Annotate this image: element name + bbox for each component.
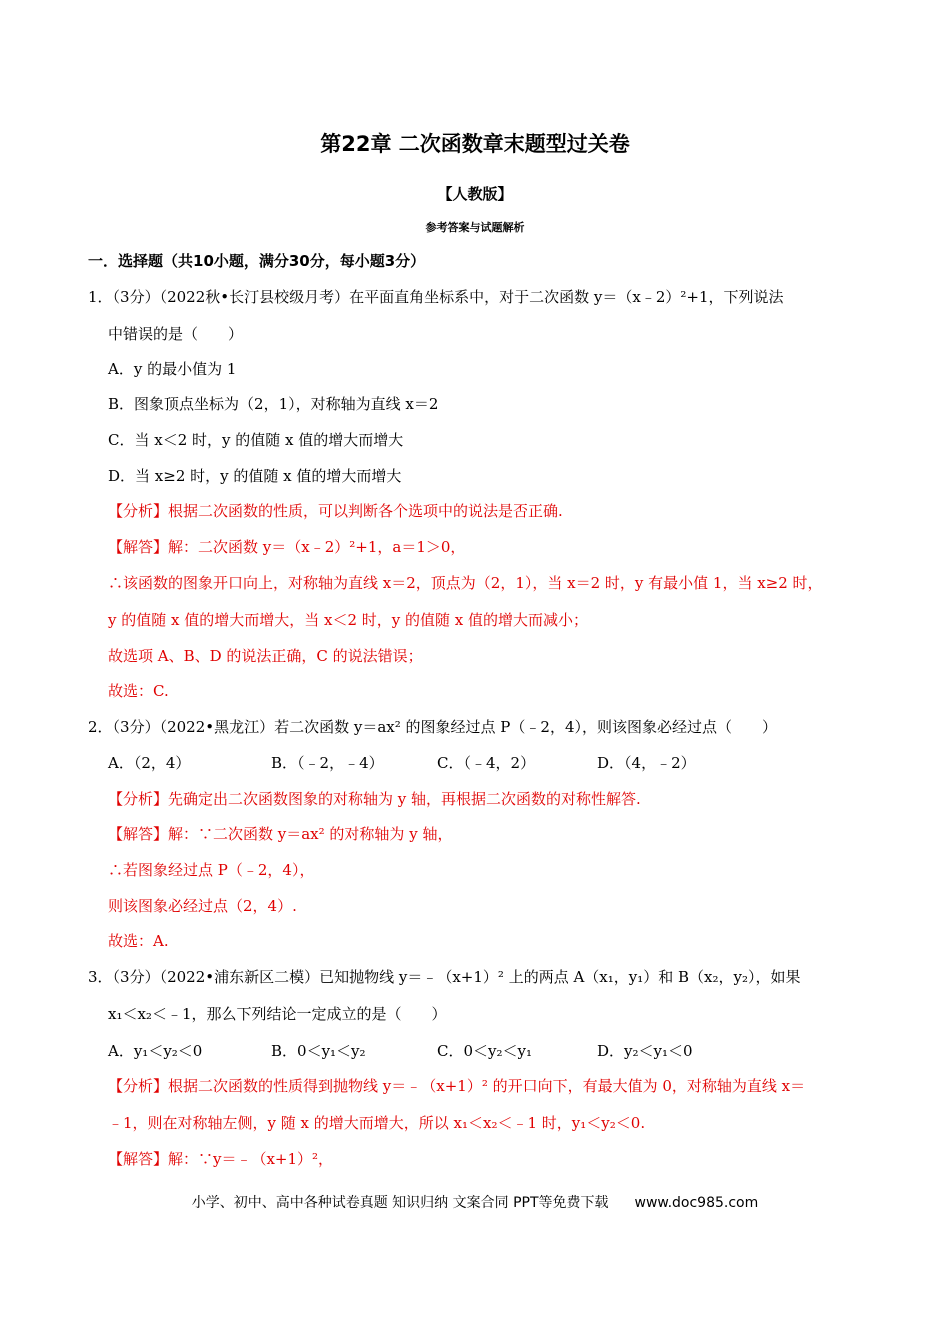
q1-solution-line1: 【解答】解：二次函数 y＝（x﹣2）²+1，a＝1＞0，	[108, 538, 466, 556]
q1-option-d: D．当 x≥2 时，y 的值随 x 值的增大而增大	[108, 467, 402, 485]
q3-stem-line1: 3．（3分）（2022•浦东新区二模）已知抛物线 y＝﹣（x+1）² 上的两点 A（x₁，y₁）和 B（x₂，y₂），如果	[88, 968, 801, 986]
edition-label: 【人教版】	[437, 185, 513, 203]
q2-stem: 2．（3分）（2022•黑龙江）若二次函数 y＝ax² 的图象经过点 P（﹣2，4），则该图象必经过点（ ）	[88, 718, 777, 736]
q2-option-d: D．（4，﹣2）	[597, 754, 696, 772]
document-subtitle: 参考答案与试题解析	[425, 221, 525, 234]
q3-analysis-line2: ﹣1，则在对称轴左侧，y 随 x 的增大而增大，所以 x₁＜x₂＜﹣1 时，y₁＜y₂＜0.	[108, 1114, 646, 1132]
q2-solution-line2: ∴若图象经过点 P（﹣2，4），	[108, 861, 315, 879]
q1-answer: 故选：C.	[108, 682, 169, 700]
q1-stem-line2: 中错误的是（ ）	[108, 325, 244, 343]
section-heading: 一．选择题（共10小题，满分30分，每小题3分）	[88, 252, 426, 270]
q2-option-a: A．（2，4）	[108, 754, 191, 772]
q3-stem-line2: x₁＜x₂＜﹣1，那么下列结论一定成立的是（ ）	[108, 1005, 447, 1023]
document-title: 第22章 二次函数章末题型过关卷	[320, 132, 630, 156]
q1-option-c: C．当 x＜2 时，y 的值随 x 值的增大而增大	[108, 431, 404, 449]
q2-answer: 故选：A.	[108, 932, 169, 950]
footer-url[interactable]: www.doc985.com	[634, 1195, 759, 1211]
q3-analysis-line1: 【分析】根据二次函数的性质得到抛物线 y＝﹣（x+1）² 的开口向下，有最大值为 0，对称轴为直线 x＝	[108, 1077, 806, 1095]
q1-stem-line1: 1．（3分）（2022秋•长汀县校级月考）在平面直角坐标系中，对于二次函数 y＝（x﹣2）²+1，下列说法	[88, 288, 784, 306]
q1-option-a: A．y 的最小值为 1	[108, 360, 237, 378]
q1-analysis: 【分析】根据二次函数的性质，可以判断各个选项中的说法是否正确.	[108, 502, 563, 520]
q3-option-a: A．y₁＜y₂＜0	[108, 1042, 203, 1060]
footer-text: 小学、初中、高中各种试卷真题 知识归纳 文案合同 PPT等免费下载	[191, 1195, 609, 1211]
q2-solution-line3: 则该图象必经过点（2，4）.	[108, 897, 297, 915]
q2-option-b: B．（﹣2，﹣4）	[271, 754, 384, 772]
q2-option-c: C．（﹣4，2）	[437, 754, 536, 772]
q3-option-d: D．y₂＜y₁＜0	[597, 1042, 693, 1060]
q3-option-c: C．0＜y₂＜y₁	[437, 1042, 532, 1060]
q1-solution-line3: y 的值随 x 值的增大而增大，当 x＜2 时，y 的值随 x 值的增大而减小；	[108, 611, 589, 629]
q2-analysis: 【分析】先确定出二次函数图象的对称轴为 y 轴，再根据二次函数的对称性解答.	[108, 790, 641, 808]
page-footer	[0, 1192, 950, 1212]
q3-solution-line1: 【解答】解：∵y＝﹣（x+1）²，	[108, 1150, 334, 1168]
q2-solution-line1: 【解答】解：∵二次函数 y＝ax² 的对称轴为 y 轴，	[108, 825, 453, 843]
q1-solution-line4: 故选项 A、B、D 的说法正确，C 的说法错误；	[108, 647, 423, 665]
q3-option-b: B．0＜y₁＜y₂	[271, 1042, 366, 1060]
q1-solution-line2: ∴该函数的图象开口向上，对称轴为直线 x＝2，顶点为（2，1），当 x＝2 时，y 有最小值 1，当 x≥2 时，	[108, 574, 823, 592]
q1-option-b: B．图象顶点坐标为（2，1），对称轴为直线 x＝2	[108, 395, 439, 413]
